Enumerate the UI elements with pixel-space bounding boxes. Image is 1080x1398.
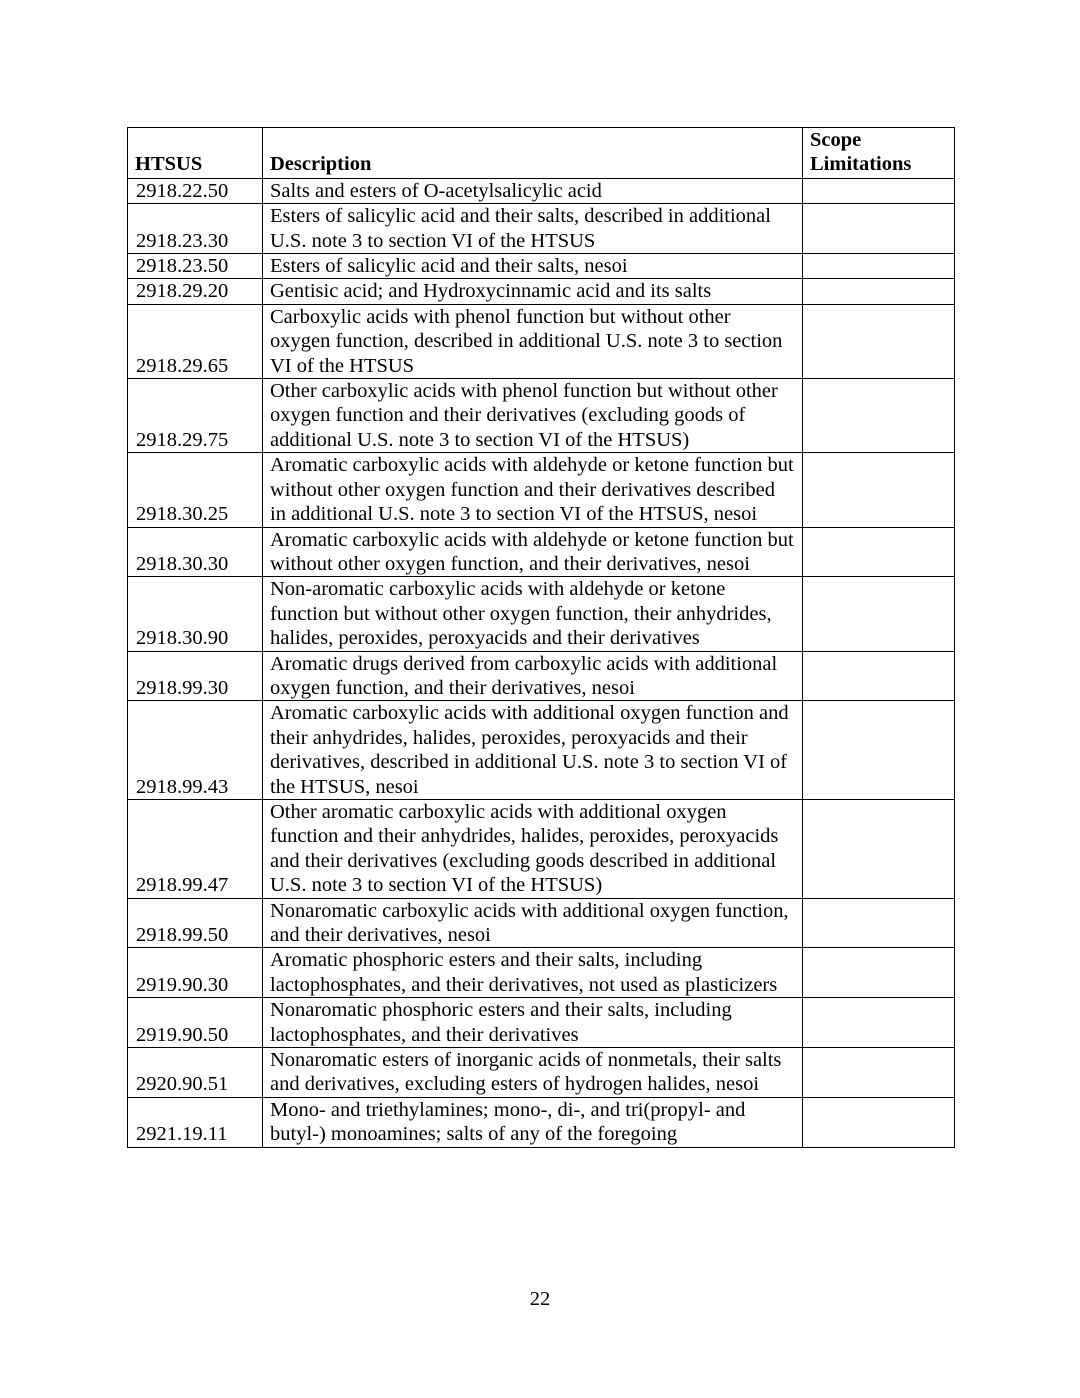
description-cell: Aromatic carboxylic acids with additional oxygen function and their anhydrides, halides, peroxides, peroxyacids and their derivatives, described in additional U.S. note 3 to section VI of the HTSUS, nesoi (263, 701, 803, 800)
scope-limitations-cell (803, 254, 955, 279)
table-row (128, 304, 955, 378)
htsus-code-cell: 2918.23.30 (128, 204, 263, 254)
table-row (128, 254, 955, 279)
table-body (128, 178, 955, 1147)
description-cell: Esters of salicylic acid and their salts, nesoi (263, 254, 803, 279)
table-header-row (128, 128, 955, 179)
table-row (128, 799, 955, 898)
htsus-code-cell: 2921.19.11 (128, 1097, 263, 1147)
description-cell: Nonaromatic esters of inorganic acids of nonmetals, their salts and derivatives, excluding esters of hydrogen halides, nesoi (263, 1048, 803, 1098)
scope-limitations-cell (803, 527, 955, 577)
htsus-code-cell: 2918.29.75 (128, 379, 263, 453)
table-row (128, 453, 955, 527)
table-row (128, 204, 955, 254)
scope-limitations-cell (803, 453, 955, 527)
htsus-code-cell: 2918.99.30 (128, 651, 263, 701)
scope-limitations-cell (803, 1097, 955, 1147)
description-cell: Esters of salicylic acid and their salts, described in additional U.S. note 3 to section VI of the HTSUS (263, 204, 803, 254)
table-row (128, 577, 955, 651)
table-row (128, 527, 955, 577)
description-cell: Non-aromatic carboxylic acids with aldehyde or ketone function but without other oxygen function, their anhydrides, halides, peroxides, peroxyacids and their derivatives (263, 577, 803, 651)
table-row (128, 651, 955, 701)
table-row (128, 1048, 955, 1098)
table-row (128, 701, 955, 800)
htsus-code-cell: 2918.30.25 (128, 453, 263, 527)
description-cell: Carboxylic acids with phenol function but without other oxygen function, described in additional U.S. note 3 to section VI of the HTSUS (263, 304, 803, 378)
scope-limitations-cell (803, 577, 955, 651)
description-cell: Aromatic carboxylic acids with aldehyde or ketone function but without other oxygen function, and their derivatives, nesoi (263, 527, 803, 577)
table-row (128, 898, 955, 948)
scope-limitations-cell (803, 898, 955, 948)
scope-limitations-cell (803, 279, 955, 304)
scope-limitations-cell (803, 1048, 955, 1098)
table-row (128, 379, 955, 453)
scope-limitations-cell (803, 178, 955, 203)
htsus-code-cell: 2920.90.51 (128, 1048, 263, 1098)
scope-limitations-cell (803, 304, 955, 378)
scope-limitations-cell (803, 799, 955, 898)
description-cell: Salts and esters of O-acetylsalicylic acid (263, 178, 803, 203)
htsus-code-cell: 2918.30.30 (128, 527, 263, 577)
header-htsus: HTSUS (128, 128, 263, 179)
htsus-code-cell: 2918.99.43 (128, 701, 263, 800)
table-row (128, 178, 955, 203)
htsus-code-cell: 2918.30.90 (128, 577, 263, 651)
description-cell: Mono- and triethylamines; mono-, di-, and tri(propyl- and butyl-) monoamines; salts of any of the foregoing (263, 1097, 803, 1147)
htsus-code-cell: 2919.90.50 (128, 998, 263, 1048)
scope-limitations-cell (803, 379, 955, 453)
scope-limitations-cell (803, 204, 955, 254)
table-row (128, 998, 955, 1048)
scope-limitations-cell (803, 998, 955, 1048)
table-row (128, 279, 955, 304)
header-description: Description (263, 128, 803, 179)
description-cell: Aromatic drugs derived from carboxylic acids with additional oxygen function, and their derivatives, nesoi (263, 651, 803, 701)
description-cell: Other aromatic carboxylic acids with additional oxygen function and their anhydrides, halides, peroxides, peroxyacids and their derivatives (excluding goods described in additional U.S. note 3 to section VI of the HTSUS) (263, 799, 803, 898)
description-cell: Nonaromatic phosphoric esters and their salts, including lactophosphates, and their derivatives (263, 998, 803, 1048)
htsus-code-cell: 2918.99.47 (128, 799, 263, 898)
htsus-code-cell: 2919.90.30 (128, 948, 263, 998)
scope-limitations-cell (803, 701, 955, 800)
page-number: 22 (529, 1288, 551, 1310)
htsus-code-cell: 2918.29.20 (128, 279, 263, 304)
htsus-table (127, 127, 955, 1148)
description-cell: Other carboxylic acids with phenol function but without other oxygen function and their derivatives (excluding goods of additional U.S. note 3 to section VI of the HTSUS) (263, 379, 803, 453)
description-cell: Aromatic carboxylic acids with aldehyde or ketone function but without other oxygen function and their derivatives described in additional U.S. note 3 to section VI of the HTSUS, nesoi (263, 453, 803, 527)
description-cell: Nonaromatic carboxylic acids with additional oxygen function, and their derivatives, nesoi (263, 898, 803, 948)
scope-limitations-cell (803, 651, 955, 701)
header-scope-limitations: Scope Limitations (803, 128, 955, 179)
table-row (128, 1097, 955, 1147)
htsus-code-cell: 2918.22.50 (128, 178, 263, 203)
table-row (128, 948, 955, 998)
htsus-code-cell: 2918.23.50 (128, 254, 263, 279)
description-cell: Aromatic phosphoric esters and their salts, including lactophosphates, and their derivatives, not used as plasticizers (263, 948, 803, 998)
scope-limitations-cell (803, 948, 955, 998)
htsus-code-cell: 2918.29.65 (128, 304, 263, 378)
htsus-code-cell: 2918.99.50 (128, 898, 263, 948)
description-cell: Gentisic acid; and Hydroxycinnamic acid and its salts (263, 279, 803, 304)
